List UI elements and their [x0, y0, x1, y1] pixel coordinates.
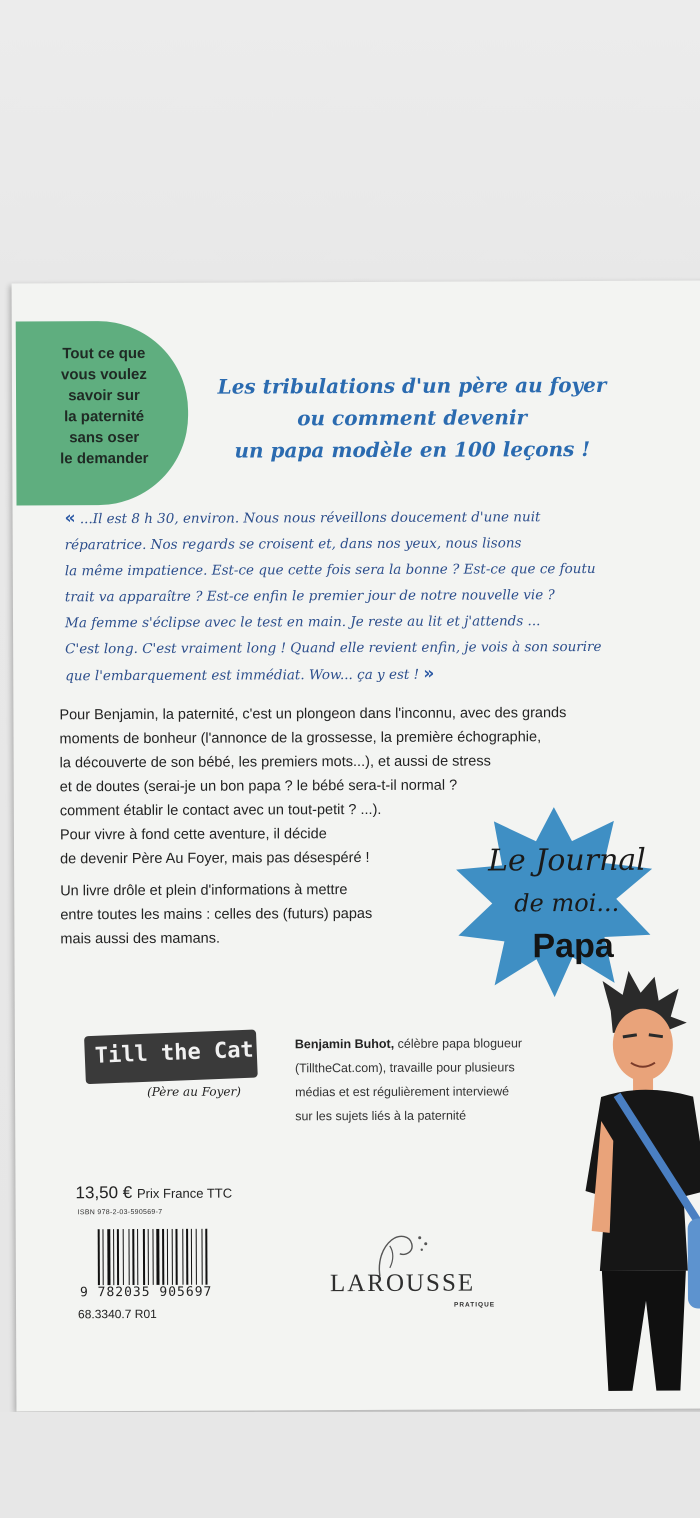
logo-text: Till the Cat: [94, 1037, 255, 1069]
barcode-bar: [162, 1229, 164, 1285]
quote-line: la même impatience. Est-ce que cette fois sera la bonne ? Est-ce que ce foutu: [64, 560, 596, 580]
quote-line: trait va apparaître ? Est-ce enfin le premier jour de notre nouvelle vie ?: [64, 587, 555, 606]
barcode-bar: [117, 1229, 119, 1285]
tagline-line: savoir sur: [68, 386, 140, 405]
barcode-bar: [102, 1229, 103, 1285]
quote-line: réparatrice. Nos regards se croisent et, dans nos yeux, nous lisons: [64, 535, 522, 554]
barcode-bar: [156, 1229, 159, 1285]
headline-line: Les tribulations d'un père au foyer: [217, 372, 607, 399]
description-line: moments de bonheur (l'annonce de la grossesse, la première échographie,: [59, 729, 542, 748]
product-code: 68.3340.7 R01: [78, 1306, 157, 1322]
badge-title-line: Le Journal: [487, 842, 646, 879]
quote-line: ...Il est 8 h 30, environ. Nous nous réveillons doucement d'une nuit: [79, 509, 541, 528]
barcode-bar: [182, 1229, 183, 1285]
author-line: célèbre papa blogueur: [397, 1036, 523, 1051]
excerpt-quote: [65, 503, 666, 690]
quote-line: que l'embarquement est immédiat. Wow... ça y est !: [65, 666, 420, 685]
tagline-line: sans oser: [69, 428, 140, 447]
barcode-bar: [148, 1229, 149, 1285]
barcode-bar: [143, 1229, 145, 1285]
author-line: sur les sujets liés à la paternité: [295, 1108, 467, 1124]
barcode-bar: [186, 1229, 188, 1285]
larousse-logo: [330, 1225, 520, 1316]
isbn-text: ISBN 978-2-03-590569-7: [77, 1208, 163, 1217]
barcode-bar: [123, 1229, 124, 1285]
barcode-bar: [196, 1229, 197, 1285]
barcode-bar: [98, 1229, 100, 1285]
badge-title-papa: Papa: [532, 926, 614, 966]
green-tagline-tab: [16, 321, 189, 506]
tagline-text: [34, 343, 175, 470]
publisher-sub: PRATIQUE: [453, 1301, 496, 1309]
headline-line: un papa modèle en 100 leçons !: [234, 437, 591, 463]
barcode-bar: [167, 1229, 168, 1285]
description-line: entre toutes les mains : celles des (futurs) papas: [60, 905, 373, 924]
author-bio: [295, 1031, 595, 1128]
description-line: Pour Benjamin, la paternité, c'est un plongeon dans l'inconnu, avec des grands: [59, 705, 567, 724]
barcode-bar: [128, 1229, 129, 1285]
description-line: mais aussi des mamans.: [60, 930, 221, 948]
price-label: Prix France TTC: [136, 1185, 233, 1201]
description-line: et de doutes (serai-je un bon papa ? le bébé sera-t-il normal ?: [59, 777, 458, 796]
author-line: médias et est régulièrement interviewé: [295, 1084, 510, 1100]
price: [75, 1183, 232, 1204]
quote-close-mark: »: [423, 663, 435, 684]
publisher-name: LAROUSSE: [329, 1269, 476, 1298]
table-surface: [0, 1412, 700, 1518]
headline: [182, 369, 642, 467]
barcode-bar: [205, 1229, 207, 1285]
barcode-bar: [175, 1229, 177, 1285]
cartoon-dad-illustration-icon: [583, 970, 700, 1391]
barcode-bar: [172, 1229, 173, 1285]
book-back-cover: [12, 280, 700, 1411]
barcode-icon: [96, 1229, 238, 1290]
badge-title-line: de moi...: [514, 888, 620, 918]
description-line: Un livre drôle et plein d'informations à mettre: [60, 882, 348, 900]
barcode-number: 9 782035 905697: [79, 1284, 213, 1301]
barcode-bar: [113, 1229, 114, 1285]
description-line: Pour vivre à fond cette aventure, il décide: [59, 826, 327, 844]
barcode-bar: [132, 1229, 134, 1285]
author-line: (TilltheCat.com), travaille pour plusieurs: [294, 1060, 515, 1076]
description-line: de devenir Père Au Foyer, mais pas désespéré !: [60, 849, 370, 868]
quote-line: C'est long. C'est vraiment long ! Quand elle revient enfin, je vois à son sourire: [65, 638, 602, 658]
logo-subtitle: (Père au Foyer): [147, 1084, 241, 1099]
barcode-bar: [191, 1229, 192, 1285]
description-line: comment établir le contact avec un tout-petit ? ...).: [59, 801, 382, 820]
till-the-cat-logo: [85, 1032, 257, 1103]
description-line: la découverte de son bébé, les premiers mots...), et aussi de stress: [59, 753, 491, 772]
barcode-bar: [107, 1229, 110, 1285]
journal-papa-badge: [454, 807, 655, 998]
logo-plate: [84, 1029, 258, 1084]
headline-line: ou comment devenir: [297, 405, 528, 431]
quote-line: Ma femme s'éclipse avec le test en main. Je reste au lit et j'attends ...: [64, 613, 541, 632]
barcode-bar: [201, 1229, 202, 1285]
tagline-line: Tout ce que: [62, 344, 146, 363]
author-name: Benjamin Buhot,: [294, 1036, 395, 1052]
tagline-line: le demander: [60, 449, 149, 468]
barcode-bar: [137, 1229, 138, 1285]
tagline-line: vous voulez: [60, 365, 147, 384]
quote-open-mark: «: [64, 508, 76, 529]
barcode-bar: [152, 1229, 153, 1285]
price-amount: 13,50 €: [75, 1183, 133, 1203]
tagline-line: la paternité: [64, 407, 145, 426]
